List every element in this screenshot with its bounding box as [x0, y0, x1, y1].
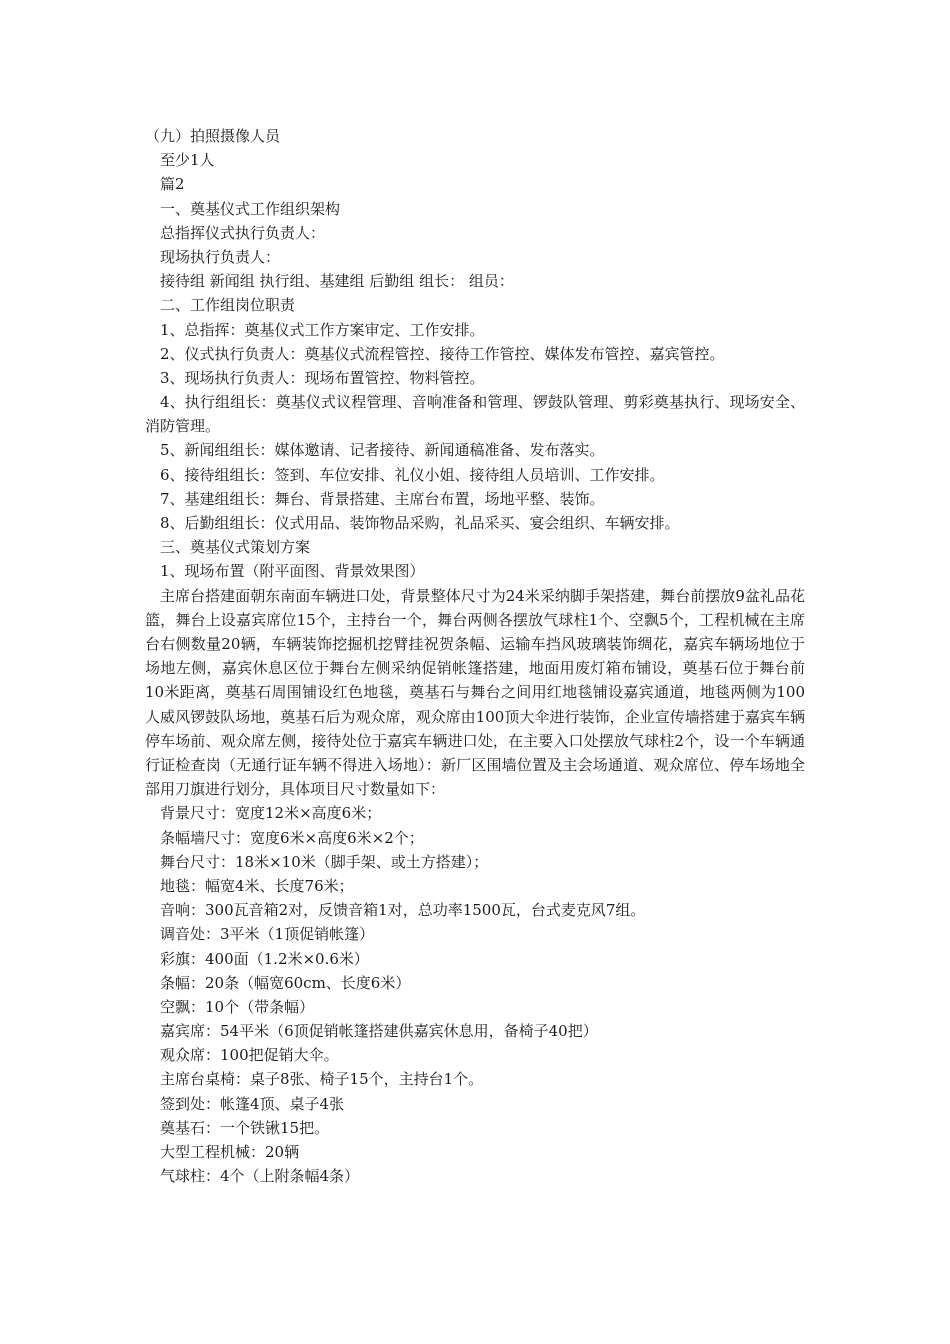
list-item: 5、新闻组组长：媒体邀请、记者接待、新闻通稿准备、发布落实。 [160, 441, 605, 460]
list-item: 3、现场执行负责人：现场布置管控、物料管控。 [160, 368, 485, 387]
spec-item: 条幅墙尺寸：宽度6米×高度6米×2个； [160, 828, 424, 847]
list-item: 7、基建组组长：舞台、背景搭建、主席台布置，场地平整、装饰。 [160, 489, 605, 508]
section-heading: 一、奠基仪式工作组织架构 [160, 199, 341, 218]
list-item: 8、后勤组组长：仪式用品、装饰物品采购，礼品采买、宴会组织、车辆安排。 [160, 514, 680, 533]
list-item: 6、接待组组长：签到、车位安排、礼仪小姐、接待组人员培训、工作安排。 [160, 465, 665, 484]
spec-item: 调音处：3平米（1顶促销帐篷） [160, 925, 375, 944]
spec-item: 大型工程机械：20辆 [160, 1143, 300, 1162]
spec-item: 签到处：帐篷4顶、桌子4张 [160, 1094, 345, 1113]
section-heading: 三、奠基仪式策划方案 [160, 538, 311, 557]
subsection-heading: 1、现场布置（附平面图、背景效果图） [160, 562, 425, 581]
paragraph-exec-leader: 4、执行组组长：奠基仪式议程管理、音响准备和管理、锣鼓队管理、剪彩奠基执行、现场安全、消防管理。 [145, 393, 805, 436]
document-page [0, 124, 950, 1188]
spec-item: 气球柱：4个（上附条幅4条） [160, 1167, 360, 1186]
section-heading: 二、工作组岗位职责 [160, 296, 296, 315]
text-line: 现场执行负责人： [160, 247, 281, 266]
spec-item: 背景尺寸：宽度12米×高度6米； [160, 804, 382, 823]
spec-item: 音响：300瓦音箱2对，反馈音箱1对，总功率1500瓦，台式麦克风7组。 [160, 901, 646, 920]
spec-item: 嘉宾席：54平米（6顶促销帐篷搭建供嘉宾休息用，备椅子40把） [160, 1022, 598, 1041]
paragraph-site-layout: 主席台搭建面朝东南面车辆进口处，背景整体尺寸为24米采纳脚手架搭建，舞台前摆放9盆礼品花篮，舞台上设嘉宾席位15个，主持台一个，舞台两侧各摆放气球柱1个、空飘5个，工程机械在主席台右侧数量20辆，车辆装饰挖掘机挖臂挂祝贺条幅、运输车挡风玻璃装饰绸花，嘉宾车辆场地位于场地左侧，嘉宾休息区位于舞台左侧采纳促销帐篷搭建，地面用废灯箱布铺设，奠基石位于舞台前10米距离，奠基石周围铺设红色地毯，奠基石与舞台之间用红地毯铺设嘉宾通道，地毯两侧为100人威风锣鼓队场地，奠基石后为观众席，观众席由100顶大伞进行装饰，企业宣传墙搭建于嘉宾车辆停车场前、观众席左侧，接待处位于嘉宾车辆进口处，在主要入口处摆放气球柱2个，设一个车辆通行证检查岗（无通行证车辆不得进入场地）：新厂区围墙位置及主会场通道、观众席位、停车场地全部用刀旗进行划分，具体项目尺寸数量如下： [145, 586, 805, 799]
list-item: 2、仪式执行负责人：奠基仪式流程管控、接待工作管控、媒体发布管控、嘉宾管控。 [160, 344, 725, 363]
section-heading: （九）拍照摄像人员 [145, 127, 281, 145]
spec-item: 主席台桌椅：桌子8张、椅子15个，主持台1个。 [160, 1070, 484, 1089]
spec-item: 舞台尺寸：18米×10米（脚手架、或土方搭建）； [160, 852, 489, 871]
text-line: 至少1人 [160, 151, 215, 170]
spec-item: 空飘：10个（带条幅） [160, 997, 315, 1016]
text-line: 接待组 新闻组 执行组、基建组 后勤组 组长： 组员： [160, 272, 514, 291]
spec-item: 奠基石：一个铁锹15把。 [160, 1118, 330, 1137]
spec-item: 地毯：幅宽4米、长度76米； [160, 876, 354, 895]
text-line: 总指挥仪式执行负责人： [160, 223, 326, 242]
spec-item: 彩旗：400面（1.2米×0.6米） [160, 949, 369, 968]
list-item: 1、总指挥：奠基仪式工作方案审定、工作安排。 [160, 320, 485, 339]
article-label: 篇2 [160, 175, 185, 194]
spec-item: 观众席：100把促销大伞。 [160, 1046, 339, 1065]
spec-item: 条幅：20条（幅宽60cm、长度6米） [160, 973, 411, 992]
